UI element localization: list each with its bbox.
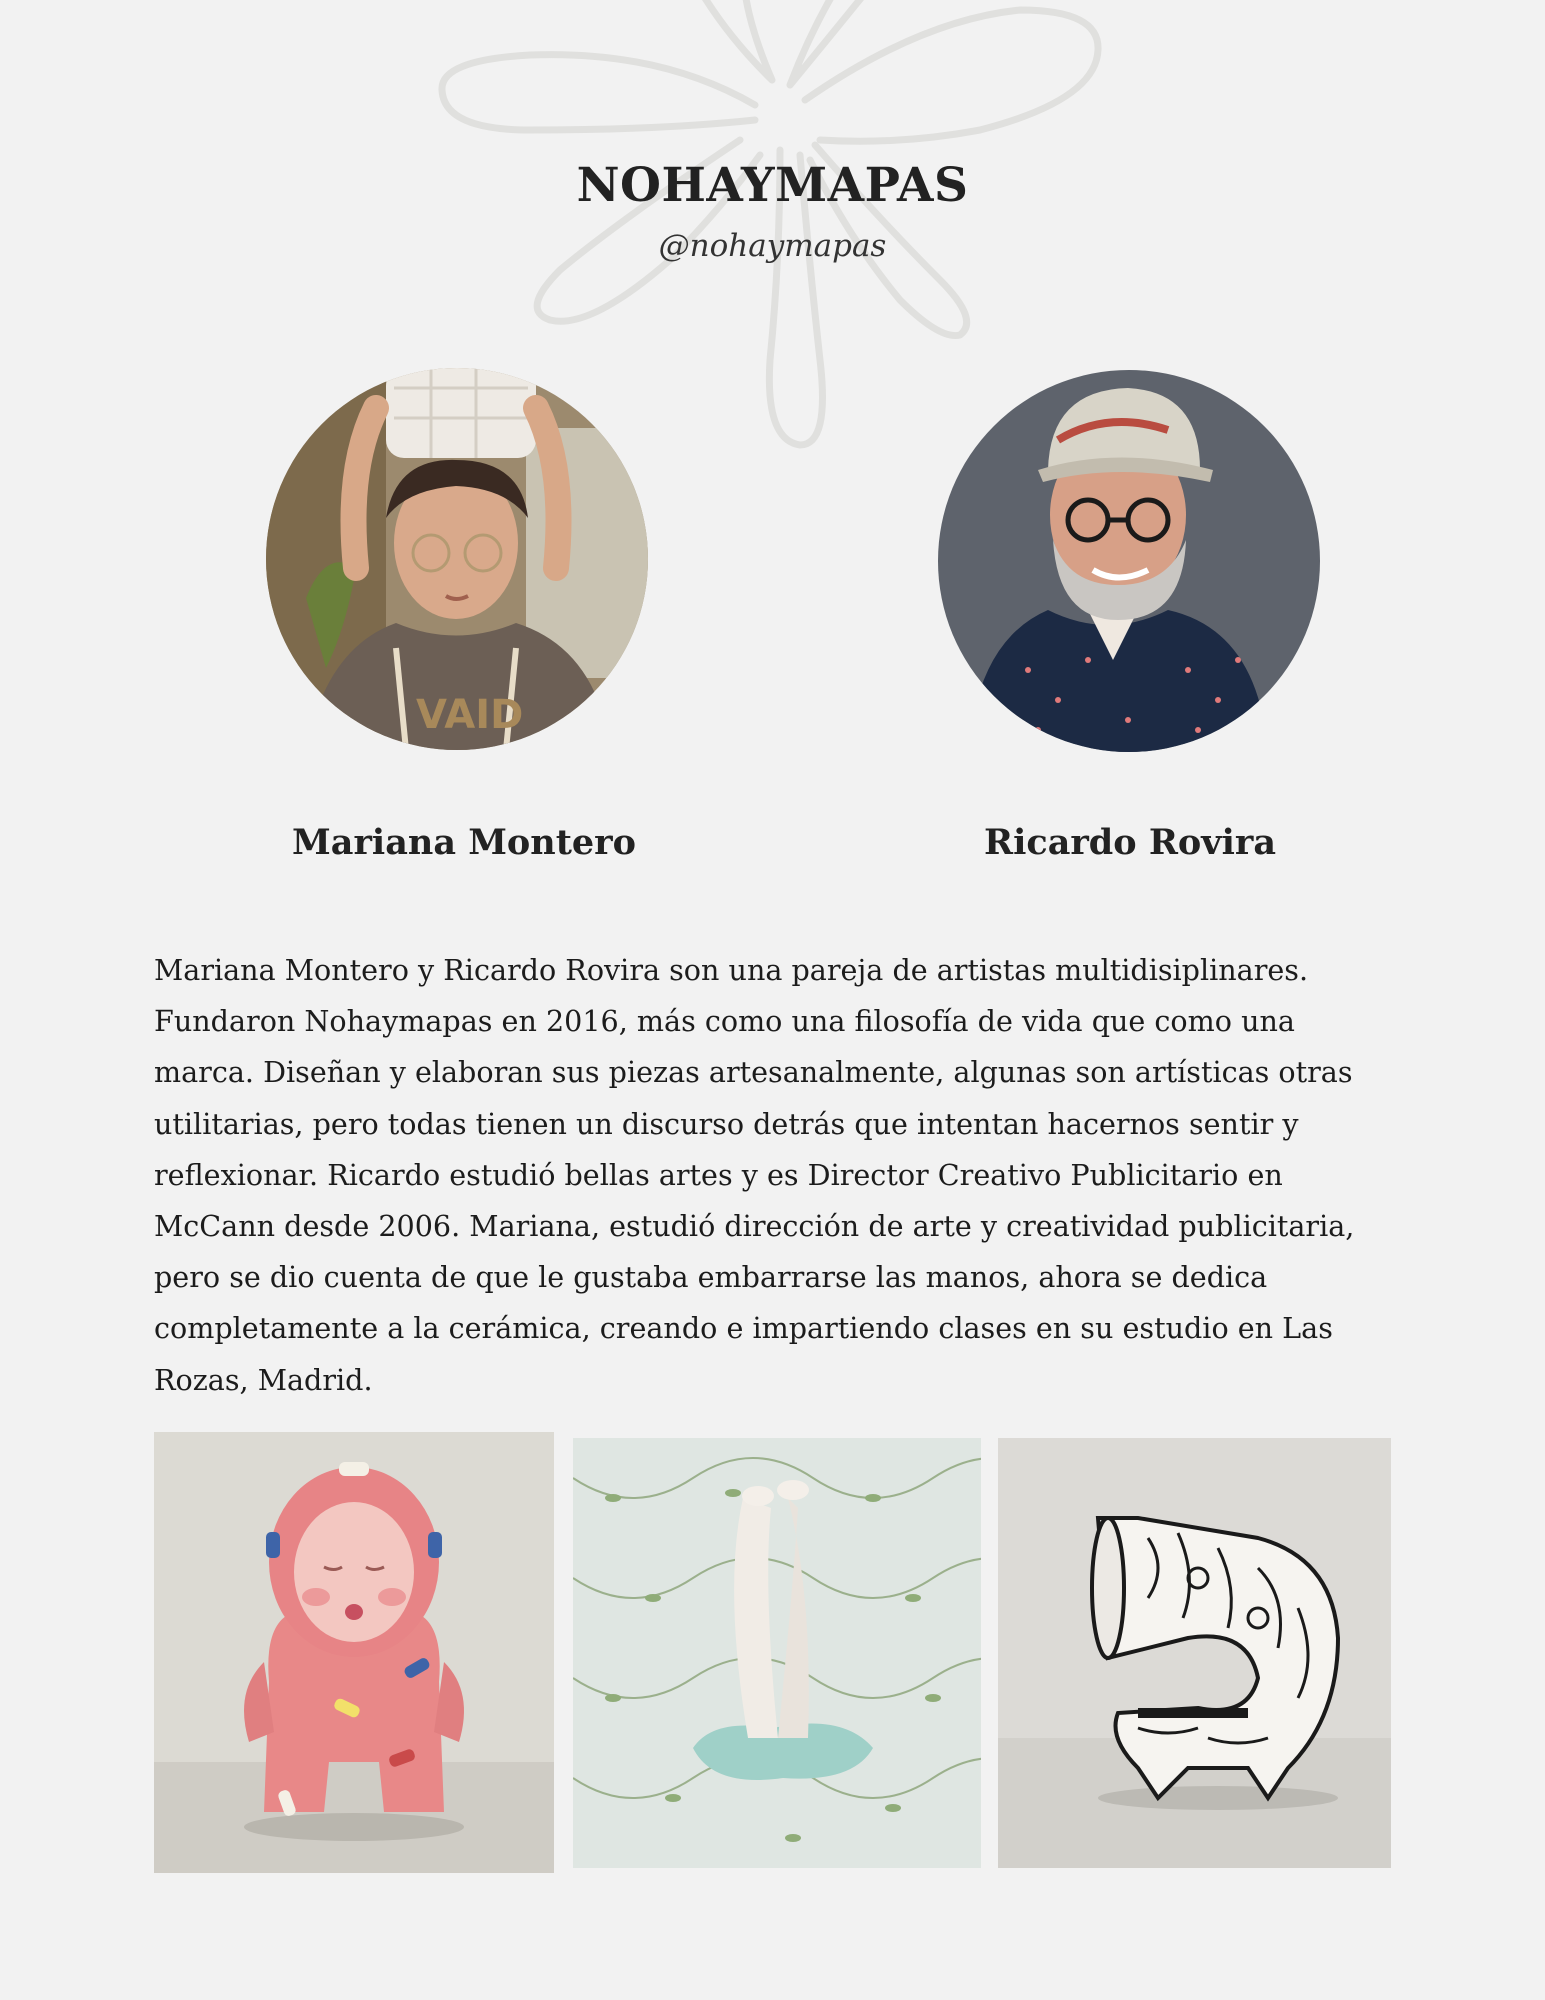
gallery-photo-gramophone [998, 1438, 1391, 1868]
biography-paragraph: Mariana Montero y Ricardo Rovira son una pareja de artistas multidisiplinares. Fundaron Nohaymapas en 2016, más como una filosofía de vida que como una marca. Diseñan y elaboran sus piezas artesanalmente, algunas son artísticas otras utilitarias, pero todas tienen un discurso detrás que intentan hacernos sentir y reflexionar. Ricardo estudió bellas artes y es Director Creativo Publicitario en McCann desde 2006. Mariana, estudió dirección de arte y creatividad publicitaria, pero se dio cuenta de que le gustaba embarrarse las manos, ahora se dedica completamente a la cerámica, creando e impartiendo clases en su estudio en Las Rozas, Madrid. [154, 953, 1355, 1397]
portrait-photo-icon [938, 370, 1320, 752]
svg-text:VAID: VAID [416, 692, 524, 738]
gallery-photo-legs [573, 1438, 981, 1868]
person-name-mariana: Mariana Montero [292, 822, 636, 863]
portrait-photo-icon [266, 368, 648, 750]
portrait-ricardo [938, 370, 1320, 752]
instagram-handle: @nohaymapas [658, 228, 887, 264]
ceramic-legs-sculpture-icon [573, 1438, 981, 1868]
portrait-mariana [266, 368, 648, 750]
gramophone-sculpture-icon [998, 1438, 1391, 1868]
gallery-photo-astronaut [154, 1432, 554, 1873]
brand-title: NOHAYMAPAS [576, 158, 969, 213]
person-name-ricardo: Ricardo Rovira [984, 822, 1276, 863]
pink-astronaut-sculpture-icon [154, 1432, 554, 1873]
